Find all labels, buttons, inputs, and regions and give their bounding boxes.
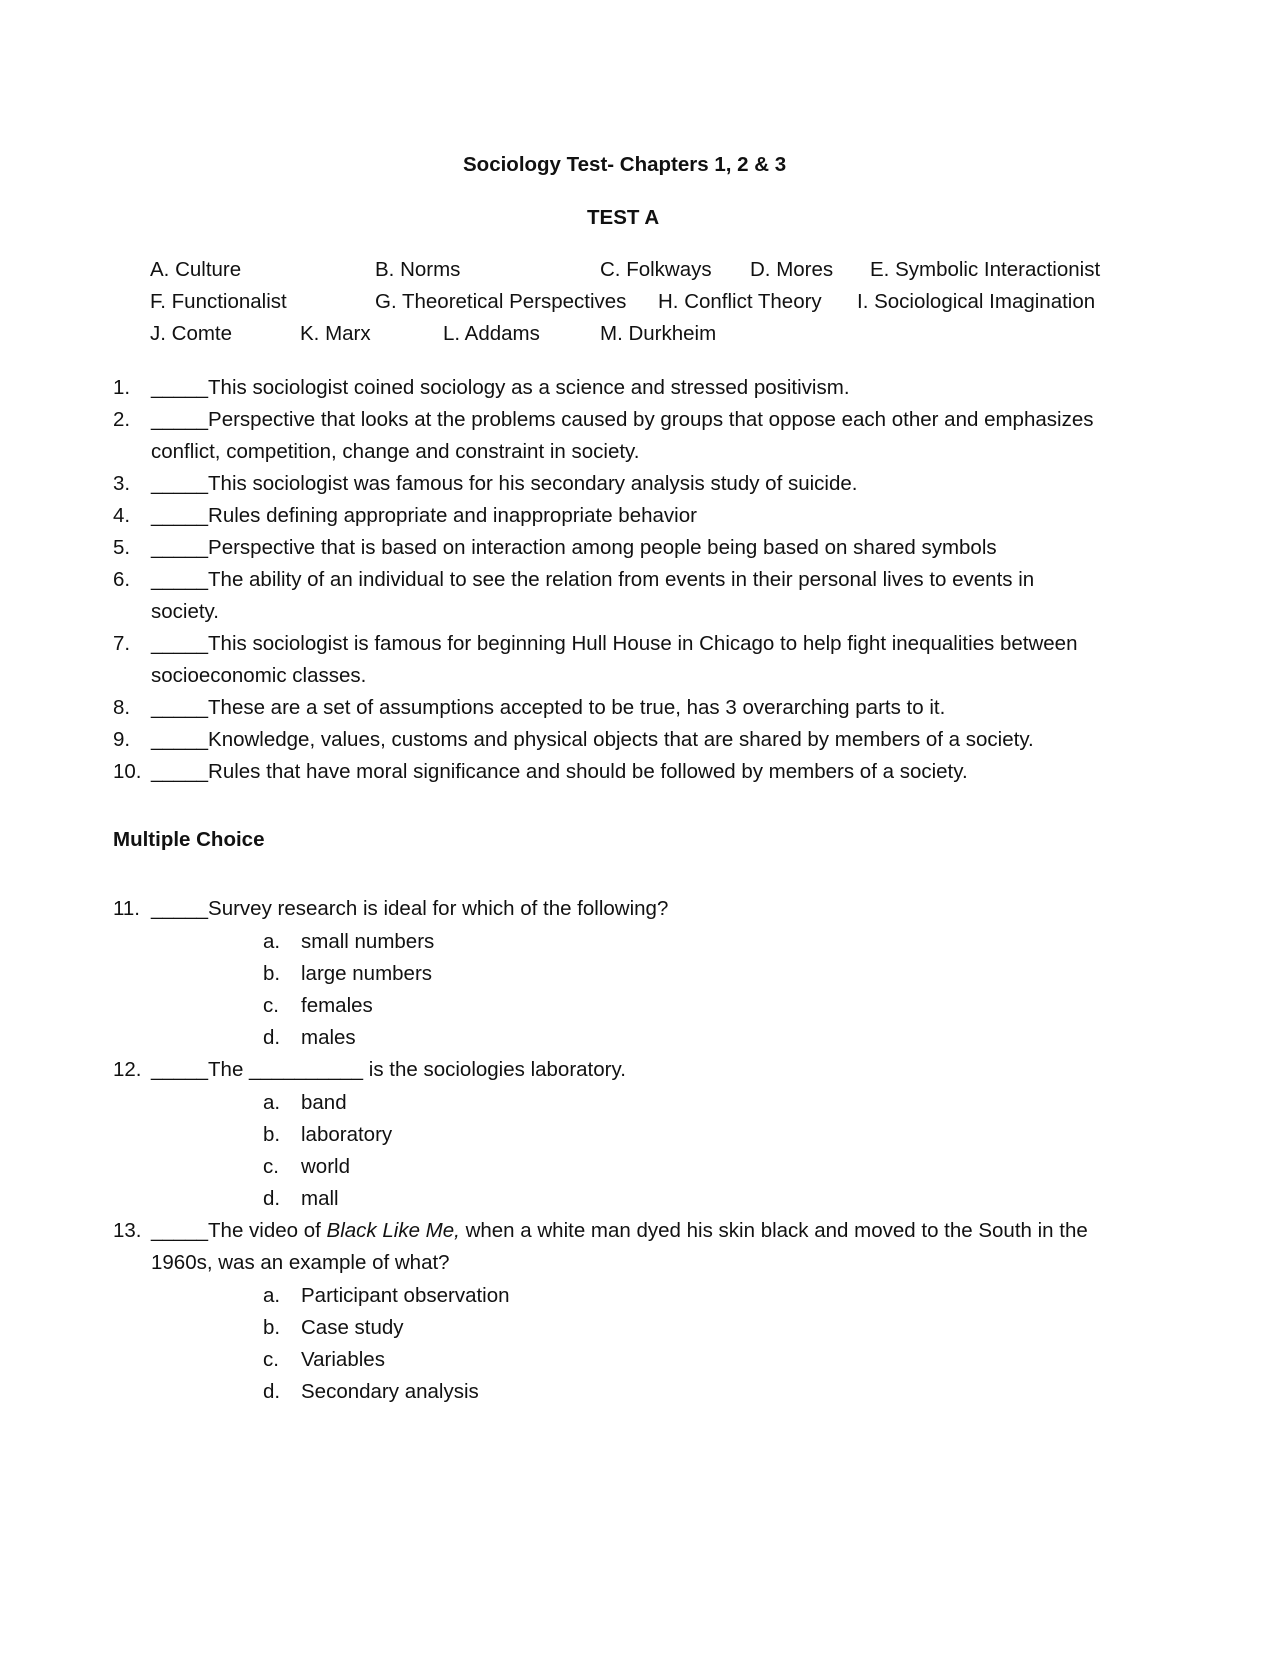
- answer-blank[interactable]: _____: [151, 760, 209, 783]
- word-bank-item: L. Addams: [443, 322, 540, 345]
- question-text: Survey research is ideal for which of the following?: [208, 897, 669, 920]
- word-bank-item: H. Conflict Theory: [658, 290, 822, 313]
- page-subtitle: TEST A: [587, 206, 660, 229]
- option-letter: c.: [263, 1348, 279, 1371]
- option-letter: b.: [263, 1316, 281, 1339]
- question-text: The ability of an individual to see the relation from events in their personal lives to events in: [208, 568, 1035, 591]
- question-text: Knowledge, values, customs and physical objects that are shared by members of a society.: [208, 728, 1034, 751]
- answer-blank[interactable]: _____: [151, 897, 209, 920]
- question-text-continued: conflict, competition, change and constraint in society.: [151, 440, 640, 463]
- answer-blank[interactable]: _____: [151, 504, 209, 527]
- option-letter: d.: [263, 1187, 281, 1210]
- question-number: 7.: [113, 632, 131, 655]
- answer-blank[interactable]: _____: [151, 376, 209, 399]
- question-text: This sociologist is famous for beginning Hull House in Chicago to help fight inequalities between: [208, 632, 1078, 655]
- word-bank-item: E. Symbolic Interactionist: [870, 258, 1101, 281]
- option-letter: c.: [263, 994, 279, 1017]
- question-text: The: [208, 1058, 244, 1081]
- question-text: Perspective that is based on interaction among people being based on shared symbols: [208, 536, 997, 559]
- option-letter: a.: [263, 1091, 281, 1114]
- answer-blank[interactable]: _____: [151, 568, 209, 591]
- option-text: males: [301, 1026, 356, 1049]
- word-bank-item: G. Theoretical Perspectives: [375, 290, 627, 313]
- word-bank-item: A. Culture: [150, 258, 242, 281]
- option-text: Case study: [301, 1316, 404, 1339]
- question-text: These are a set of assumptions accepted to be true, has 3 overarching parts to it.: [208, 696, 946, 719]
- option-letter: c.: [263, 1155, 279, 1178]
- question-number: 12.: [113, 1058, 142, 1081]
- option-letter: b.: [263, 962, 281, 985]
- option-text: small numbers: [301, 930, 435, 953]
- word-bank-item: C. Folkways: [600, 258, 712, 281]
- answer-blank[interactable]: _____: [151, 472, 209, 495]
- question-number: 11.: [113, 897, 140, 920]
- question-number: 9.: [113, 728, 131, 751]
- question-number: 10.: [113, 760, 142, 783]
- question-number: 6.: [113, 568, 131, 591]
- question-number: 3.: [113, 472, 131, 495]
- answer-blank[interactable]: _____: [151, 1219, 209, 1242]
- option-letter: b.: [263, 1123, 281, 1146]
- question-number: 13.: [113, 1219, 142, 1242]
- question-text: Rules defining appropriate and inappropriate behavior: [208, 504, 697, 527]
- option-letter: d.: [263, 1026, 281, 1049]
- option-letter: a.: [263, 1284, 281, 1307]
- option-text: Secondary analysis: [301, 1380, 479, 1403]
- page-title: Sociology Test- Chapters 1, 2 & 3: [463, 153, 787, 176]
- question-text: Perspective that looks at the problems caused by groups that oppose each other and emphasizes: [208, 408, 1094, 431]
- option-text: Variables: [301, 1348, 385, 1371]
- question-text: This sociologist coined sociology as a science and stressed positivism.: [208, 376, 850, 399]
- answer-blank[interactable]: _____: [151, 728, 209, 751]
- option-text: world: [301, 1155, 350, 1178]
- option-text: mall: [301, 1187, 339, 1210]
- word-bank-item: F. Functionalist: [150, 290, 287, 313]
- question-italic-title: Black Like Me,: [326, 1219, 460, 1242]
- question-text-continued: 1960s, was an example of what?: [151, 1251, 450, 1274]
- question-number: 8.: [113, 696, 131, 719]
- option-text: band: [301, 1091, 347, 1114]
- multiple-choice-heading: Multiple Choice: [113, 828, 265, 851]
- word-bank-item: M. Durkheim: [600, 322, 717, 345]
- question-text: Rules that have moral significance and should be followed by members of a society.: [208, 760, 968, 783]
- word-bank-item: B. Norms: [375, 258, 461, 281]
- answer-blank[interactable]: _____: [151, 536, 209, 559]
- question-number: 1.: [113, 376, 131, 399]
- question-text: when a white man dyed his skin black and moved to the South in the: [465, 1219, 1088, 1242]
- question-text-continued: society.: [151, 600, 219, 623]
- option-text: females: [301, 994, 373, 1017]
- question-text: The video of: [208, 1219, 321, 1242]
- question-number: 4.: [113, 504, 131, 527]
- word-bank-item: I. Sociological Imagination: [857, 290, 1096, 313]
- option-text: Participant observation: [301, 1284, 510, 1307]
- word-bank-item: D. Mores: [750, 258, 834, 281]
- answer-blank[interactable]: _____: [151, 632, 209, 655]
- question-text: is the sociologies laboratory.: [368, 1058, 626, 1081]
- answer-blank[interactable]: _____: [151, 696, 209, 719]
- question-text: This sociologist was famous for his secondary analysis study of suicide.: [208, 472, 858, 495]
- word-bank-item: J. Comte: [150, 322, 233, 345]
- option-letter: a.: [263, 930, 281, 953]
- word-bank-item: K. Marx: [300, 322, 371, 345]
- question-number: 2.: [113, 408, 131, 431]
- answer-blank[interactable]: _____: [151, 1058, 209, 1081]
- option-letter: d.: [263, 1380, 281, 1403]
- fill-in-blank[interactable]: __________: [249, 1058, 364, 1081]
- question-number: 5.: [113, 536, 131, 559]
- answer-blank[interactable]: _____: [151, 408, 209, 431]
- option-text: large numbers: [301, 962, 433, 985]
- option-text: laboratory: [301, 1123, 393, 1146]
- question-text-continued: socioeconomic classes.: [151, 664, 367, 687]
